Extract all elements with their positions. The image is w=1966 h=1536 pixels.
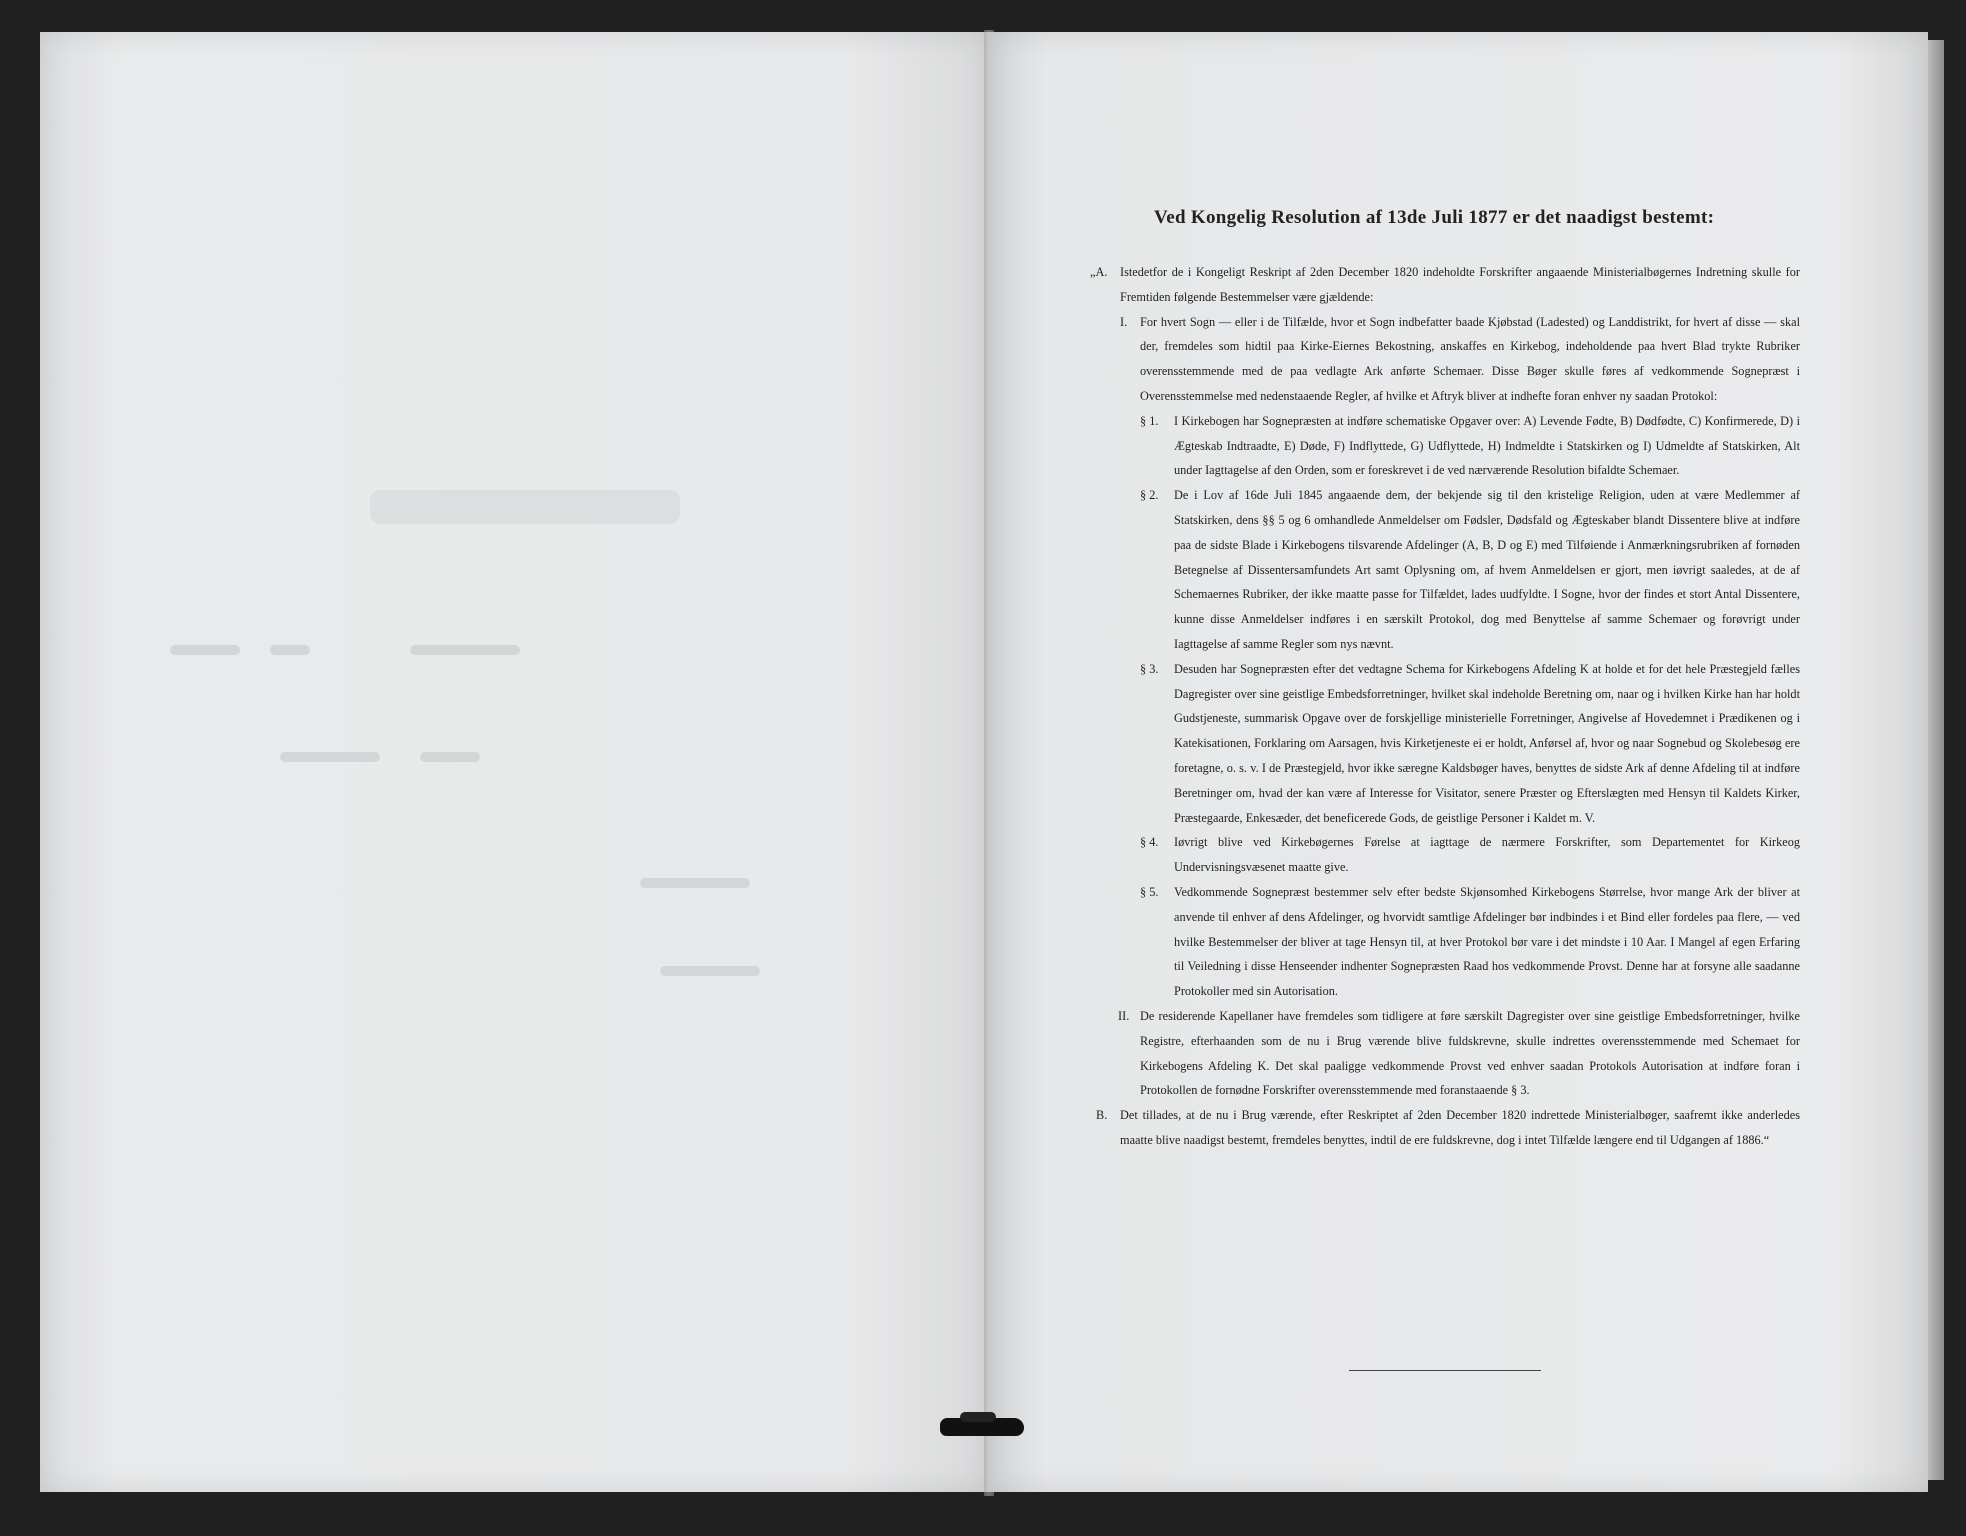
paragraph-text: I Kirkebogen har Sognepræsten at indføre schematiske Opgaver over: A) Levende Fødte, B) Dødfødte, C) Konfirmerede, D) i Ægteskab Indtraadte, E) Døde, F) Indflyttede, G) Udflyttede, H) Indmeldte i Statskirken og I) Udmeldte af Statskirken, Alt under Iagttagelse af den Orden, som er foreskrevet i de ved nærværende Resolution bifaldte Schemaer.: [1174, 413, 1800, 478]
bleed-through-line: [270, 645, 310, 655]
page-edge: [1928, 40, 1944, 1480]
paragraph: [1090, 1004, 1800, 1103]
paragraph: [1090, 483, 1800, 657]
paragraph-marker: „A.: [1090, 265, 1108, 279]
bleed-through-line: [280, 752, 380, 762]
bleed-through-line: [640, 878, 750, 888]
paragraph-text: Istedetfor de i Kongeligt Reskript af 2den December 1820 indeholdte Forskrifter angaaende Ministerialbøgernes Indretning skulle for Fremtiden følgende Bestemmelser være gjældende:: [1120, 265, 1800, 304]
paragraph: [1090, 409, 1800, 483]
paragraph-text: Iøvrigt blive ved Kirkebøgernes Førelse at iagttage de nærmere Forskrifter, som Departementet for Kirkeog Undervisningsvæsenet maatte give.: [1174, 835, 1800, 875]
paragraph: [1090, 880, 1800, 1004]
closing-rule: [1349, 1370, 1541, 1371]
paragraph: [1090, 260, 1800, 310]
paragraph-text: De residerende Kapellaner have fremdeles som tidligere at føre særskilt Dagregister over sine geistlige Embedsforretninger, hvilke Registre, efterhaanden som de nu i Brug værende blive fuldskrevne, skulle indrettes overensstemmende med Schemaet for Kirkebogens Afdeling K. Det skal paaligge vedkommende Provst ved enhver saadan Protokols Autorisation at indføre foran i Protokollen de fornødne Forskrifter overensstemmende med foranstaaende § 3.: [1140, 1008, 1800, 1098]
paragraph-marker: I.: [1120, 314, 1128, 329]
bleed-through-line: [420, 752, 480, 762]
left-page: [40, 32, 990, 1492]
paragraph-marker: § 4.: [1140, 835, 1159, 850]
paragraph: [1090, 310, 1800, 409]
paragraph: [1090, 657, 1800, 831]
paragraph-marker: § 2.: [1140, 488, 1159, 503]
bleed-through-line: [660, 966, 760, 976]
paragraph-text: Det tillades, at de nu i Brug værende, efter Reskriptet af 2den December 1820 indrettede Ministerialbøger, saafremt ikke anderledes maatte blive naadigst bestemt, fremdeles benyttes, indtil de ere fuldskrevne, dog i intet Tilfælde længere end til Udgangen af 1886.“: [1120, 1108, 1800, 1147]
paragraph-text: De i Lov af 16de Juli 1845 angaaende dem, der bekjende sig til den kristelige Religion, uden at være Medlemmer af Statskirken, dens §§ 5 og 6 omhandlede Anmeldelser om Fødsler, Dødsfald og Ægteskaber blandt Dissentere blive at indføre paa de sidste Blade i Kirkebogens tilsvarende Afdelinger (A, B, D og E) med Tilføiende i Anmærkningsrubriken af fornøden Betegnelse af Dissentersamfundets Art samt Oplysning om, af hvem Anmeldelsen er gjort, men iøvrigt saaledes, at de af Schemaernes Rubriker, der ikke maatte passe for Tilfældet, lades uudfyldte. I Sogne, hvor der findes et stort Antal Dissentere, kunne disse Anmeldelser indføres i en særskilt Protokol, dog med Benyttelse af samme Schemaer og forøvrigt under Iagttagelse af samme Regler som nys nævnt.: [1174, 488, 1800, 651]
paragraph: [1090, 830, 1800, 880]
paragraph-marker: § 3.: [1140, 661, 1159, 676]
bleed-through-line: [170, 645, 240, 655]
binding-stain: [960, 1412, 996, 1422]
paragraph-marker: § 1.: [1140, 413, 1159, 428]
paragraph-marker: § 5.: [1140, 884, 1159, 899]
bleed-through-line: [370, 490, 680, 524]
paragraph: [1090, 1103, 1800, 1153]
paragraph-text: Desuden har Sognepræsten efter det vedtagne Schema for Kirkebogens Afdeling K at holde et for det hele Præstegjeld fælles Dagregister over sine geistlige Embedsforretninger, hvilket skal indeholde Beretning om, naar og i hvilken Kirke han har holdt Gudstjeneste, summarisk Opgave over de forskjellige ministerielle Forretninger, Angivelse af Hovedemnet i Prædikenen og i Katekisationen, Forklaring om Aarsagen, hvis Kirketjeneste ei er holdt, Anførsel af, hvor og naar Sognebud og Skolebesøg ere foretagne, o. s. v. I de Præstegjeld, hvor ikke særegne Kaldsbøger haves, benyttes de sidste Ark af denne Afdeling til at indføre Beretninger om, hvad der kan være af Interesse for Visitator, senere Præster og Efterslægten med Hensyn til Kaldets Kirker, Præstegaarde, Enkesæder, det beneficerede Gods, de geistlige Personer i Kaldet m. V.: [1174, 661, 1800, 825]
bleed-through-line: [410, 645, 520, 655]
document-title: Ved Kongelig Resolution af 13de Juli 1877 er det naadigst bestemt:: [1154, 207, 1715, 228]
document-body: [1090, 260, 1800, 1153]
paragraph-marker: B.: [1096, 1108, 1108, 1123]
paragraph-text: For hvert Sogn — eller i de Tilfælde, hvor et Sogn indbefatter baade Kjøbstad (Ladested) og Landdistrikt, for hvert af disse — skal der, fremdeles som hidtil paa Kirke-Eiernes Bekostning, anskaffes en Kirkebog, indeholdende paa hvert Blad trykte Rubriker overensstemmende med de paa vedlagte Ark anførte Schemaer. Disse Bøger skulle føres af vedkommende Sognepræst i Overensstemmelse med nedenstaaende Regler, af hvilke et Aftryk bliver at indhefte foran enhver ny saadan Protokol:: [1140, 314, 1800, 403]
paragraph-marker: II.: [1118, 1008, 1130, 1023]
paragraph-text: Vedkommende Sognepræst bestemmer selv efter bedste Skjønsomhed Kirkebogens Størrelse, hvor mange Ark der bliver at anvende til enhver af dens Afdelinger, og hvorvidt samtlige Afdelinger bør indbindes i et Bind eller fordeles paa flere, — ved hvilke Bestemmelser der bliver at tage Hensyn til, at hver Protokol bør vare i det mindste i 10 Aar. I Mangel af egen Erfaring til Veiledning i disse Henseender indhenter Sognepræsten Raad hos vedkommende Provst. Denne har at forsyne alle saadanne Protokoller med sin Autorisation.: [1174, 884, 1800, 999]
